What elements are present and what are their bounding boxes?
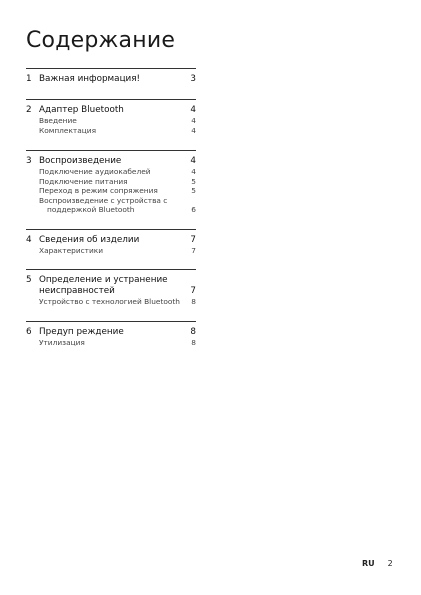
subsection-page: 8 (191, 297, 196, 306)
page-footer (362, 559, 393, 568)
section-page: 4 (190, 105, 196, 115)
subsection-page: 4 (191, 167, 196, 176)
toc-subentry[interactable] (26, 246, 196, 256)
toc-subentry[interactable] (26, 186, 196, 196)
subsection-page: 4 (191, 125, 196, 135)
section-number: 3 (26, 156, 32, 166)
toc-subentry[interactable] (26, 338, 196, 348)
toc-entry-continued[interactable] (26, 286, 196, 297)
toc-entry[interactable] (26, 74, 196, 85)
toc-subentry[interactable] (26, 196, 196, 206)
subsection-title: Введение (39, 116, 77, 125)
toc-subentry[interactable] (26, 116, 196, 126)
subsection-title: Подключение аудиокабелей (39, 167, 151, 176)
subsection-title: Устройство с технологией Bluetooth (39, 297, 180, 306)
subsection-title: Характеристики (39, 245, 104, 255)
subsection-page: 5 (191, 176, 196, 186)
subsection-page: 8 (191, 337, 196, 347)
section-number: 5 (26, 275, 32, 285)
language-code: RU (362, 559, 375, 568)
section-number: 4 (26, 234, 32, 245)
subsection-title: Переход в режим сопряжения (39, 186, 158, 195)
toc-entry[interactable] (26, 235, 196, 246)
section-page: 7 (190, 286, 196, 296)
subsection-title: Воспроизведение с устройства с (39, 195, 168, 205)
section-title: Адаптер Bluetooth (39, 105, 124, 115)
toc-entry[interactable] (26, 327, 196, 338)
section-number: 6 (26, 326, 32, 337)
section-title: неисправностей (39, 286, 115, 296)
section-number: 2 (26, 105, 32, 115)
section-page: 8 (190, 326, 196, 337)
section-title: Определение и устранение (39, 275, 168, 285)
section-page: 4 (190, 156, 196, 166)
section-page: 3 (190, 74, 196, 84)
toc-section-1 (26, 68, 196, 85)
subsection-page: 6 (191, 205, 196, 214)
toc-section-5 (26, 269, 196, 307)
page-number: 2 (387, 559, 393, 568)
toc-entry[interactable] (26, 156, 196, 167)
table-of-contents (26, 68, 196, 347)
toc-section-2 (26, 99, 196, 135)
section-title: Предуп реждение (39, 326, 124, 337)
page-title: Содержание (26, 28, 176, 53)
toc-entry[interactable] (26, 105, 196, 116)
subsection-page: 5 (191, 186, 196, 195)
subsection-page: 7 (191, 245, 196, 255)
toc-subentry[interactable] (26, 297, 196, 307)
subsection-title: Утилизация (39, 337, 85, 347)
toc-section-3 (26, 150, 196, 215)
toc-subentry[interactable] (26, 177, 196, 187)
subsection-title: поддержкой Bluetooth (47, 205, 135, 214)
section-number: 1 (26, 74, 32, 84)
subsection-page: 4 (191, 116, 196, 125)
subsection-title: Подключение питания (39, 176, 128, 186)
section-page: 7 (190, 234, 196, 245)
section-title: Воспроизведение (39, 156, 122, 166)
toc-subentry-continued[interactable] (26, 205, 196, 215)
toc-entry[interactable] (26, 275, 196, 286)
toc-subentry[interactable] (26, 167, 196, 177)
toc-section-6 (26, 321, 196, 348)
subsection-title: Комплектация (39, 125, 97, 135)
section-title: Важная информация! (39, 74, 141, 84)
toc-subentry[interactable] (26, 126, 196, 136)
section-title: Сведения об изделии (39, 234, 140, 245)
toc-section-4 (26, 229, 196, 256)
